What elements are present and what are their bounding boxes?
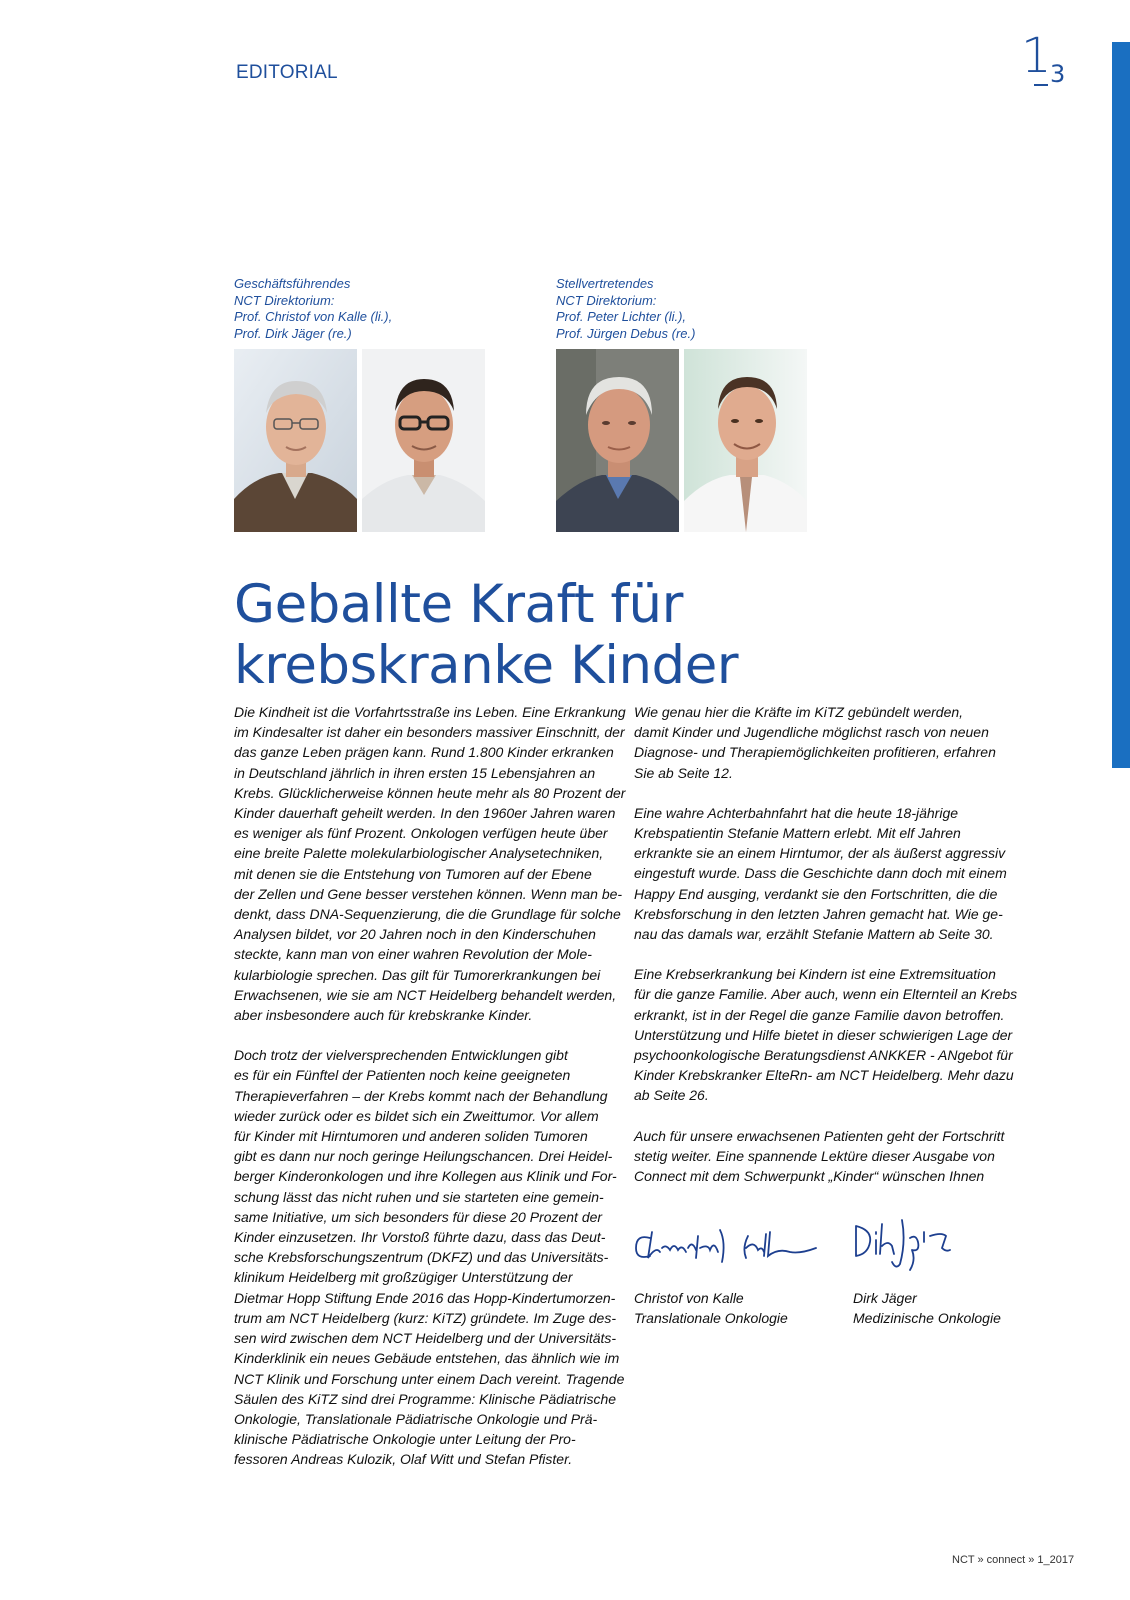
text-line: das ganze Leben prägen kann. Rund 1.800 Kinder erkranken: [234, 744, 614, 761]
text-line: kularbiologie sprechen. Das gilt für Tumorerkrankungen bei: [234, 966, 601, 983]
caption-line: Geschäftsführendes: [234, 276, 351, 291]
text-line: schung lässt das nicht ruhen und sie starteten eine gemein-: [234, 1188, 604, 1205]
text-line: Diagnose- und Therapiemöglichkeiten profitieren, erfahren: [634, 744, 996, 761]
paragraph: [634, 964, 1017, 1105]
text-line: Connect mit dem Schwerpunkt „Kinder“ wünschen Ihnen: [634, 1168, 985, 1185]
text-line: ab Seite 26.: [634, 1087, 709, 1104]
caption-line: Prof. Christof von Kalle (li.),: [234, 309, 393, 324]
headline: [234, 574, 738, 696]
text-line: es für ein Fünftel der Patienten noch keine geeigneten: [234, 1067, 571, 1084]
text-line: für Kinder mit Hirntumoren und anderen soliden Tumoren: [234, 1128, 588, 1145]
text-line: eine breite Palette molekularbiologischer Analysetechniken,: [234, 845, 604, 862]
paragraph: [234, 702, 626, 1025]
text-line: klinikum Heidelberg mit großzügiger Unterstützung der: [234, 1269, 573, 1286]
text-line: same Initiative, um sich besonders für diese 20 Prozent der: [234, 1208, 603, 1225]
text-line: Eine wahre Achterbahnfahrt hat die heute 18-jährige: [634, 804, 959, 821]
portrait-peter-lichter: [556, 349, 679, 532]
text-line: Kinder dauerhaft geheilt werden. In den 1960er Jahren waren: [234, 805, 616, 822]
caption-line: Prof. Jürgen Debus (re.): [556, 325, 696, 341]
text-line: damit Kinder und Jugendliche möglichst rasch von neuen: [634, 724, 989, 741]
portrait-juergen-debus: [684, 349, 807, 532]
text-line: Wie genau hier die Kräfte im KiTZ gebündelt werden,: [634, 704, 964, 720]
text-line: sche Krebsforschungszentrum (DKFZ) und das Universitäts-: [234, 1249, 609, 1266]
text-line: Säulen des KiTZ sind drei Programme: Klinische Pädiatrische: [234, 1390, 617, 1407]
section-label: EDITORIAL: [236, 62, 338, 83]
signatory-title: Medizinische Onkologie: [853, 1310, 1001, 1326]
text-line: Unterstützung und Hilfe bietet in dieser schwierigen Lage der: [634, 1026, 1013, 1043]
page-number: 1: [1021, 28, 1052, 84]
caption-deputy-board: [556, 276, 695, 342]
text-line: im Kindesalter ist daher ein besonders massiver Einschnitt, der: [234, 724, 625, 741]
portrait-dirk-jaeger: [362, 349, 485, 532]
page-number-rule: [1034, 84, 1048, 86]
text-line: sen wird zwischen dem NCT Heidelberg und der Universitäts-: [234, 1330, 617, 1347]
signatory-name: Dirk Jäger: [853, 1290, 917, 1306]
text-line: Onkologie, Translationale Pädiatrische Onkologie und Prä-: [234, 1410, 598, 1427]
text-line: aber insbesondere auch für krebskranke Kinder.: [234, 1007, 533, 1024]
text-line: mit denen sie die Entstehung von Tumoren auf der Ebene: [234, 865, 592, 882]
caption-executive-board: [234, 276, 392, 342]
paragraph: [634, 803, 1017, 944]
text-line: berger Kinderonkologen und ihre Kollegen aus Klinik und For-: [234, 1168, 617, 1185]
text-line: klinische Pädiatrische Onkologie unter Leitung der Pro-: [234, 1431, 576, 1448]
text-line: für die ganze Familie. Aber auch, wenn ein Elternteil an Krebs: [634, 986, 1018, 1003]
text-line: nau das damals war, erzählt Stefanie Mattern ab Seite 30.: [634, 926, 994, 943]
signatory-dirk-jaeger: [853, 1288, 1001, 1328]
text-line: Krebs. Glücklicherweise können heute mehr als 80 Prozent der: [234, 784, 626, 801]
text-line: gibt es dann nur noch geringe Heilungschancen. Drei Heidel-: [234, 1148, 613, 1165]
text-line: erkrankte sie an einem Hirntumor, der als äußerst aggressiv: [634, 845, 1006, 862]
text-line: Happy End ausging, verdankt sie den Fortschritten, die die: [634, 885, 998, 902]
caption-line: Prof. Peter Lichter (li.),: [556, 309, 687, 324]
text-line: denkt, dass DNA-Sequenzierung, die die Grundlage für solche: [234, 906, 621, 923]
signature-dirk-jaeger: [850, 1212, 960, 1274]
text-line: es weniger als fünf Prozent. Onkologen verfügen heute über: [234, 825, 608, 842]
text-line: Eine Krebserkrankung bei Kindern ist eine Extremsituation: [634, 966, 996, 983]
headline-line: krebskranke Kinder: [234, 635, 739, 696]
text-line: trum am NCT Heidelberg (kurz: KiTZ) gründete. Im Zuge des-: [234, 1309, 617, 1326]
text-line: Analysen bildet, vor 20 Jahren noch in den Kinderschuhen: [234, 926, 596, 943]
text-line: Therapieverfahren – der Krebs kommt nach der Behandlung: [234, 1087, 608, 1104]
caption-line: Prof. Dirk Jäger (re.): [234, 325, 352, 341]
text-line: Auch für unsere erwachsenen Patienten geht der Fortschritt: [634, 1127, 1005, 1144]
headline-line: Geballte Kraft für: [234, 574, 683, 635]
footer-issue: NCT » connect » 1_2017: [952, 1554, 1075, 1566]
text-line: Dietmar Hopp Stiftung Ende 2016 das Hopp-Kindertumorzen-: [234, 1289, 616, 1306]
text-line: Sie ab Seite 12.: [634, 764, 733, 781]
text-line: Erwachsenen, wie sie am NCT Heidelberg behandelt werden,: [234, 986, 617, 1003]
text-line: Krebsforschung in den letzten Jahren gemacht hat. Wie ge-: [634, 905, 1003, 922]
text-line: psychoonkologische Beratungsdienst ANKKER - ANgebot für: [634, 1047, 1013, 1064]
signatory-christof-von-kalle: [634, 1288, 788, 1328]
portrait-christof-von-kalle: [234, 349, 357, 532]
side-accent-bar: [1112, 42, 1130, 768]
caption-line: NCT Direktorium:: [234, 292, 335, 308]
text-line: in Deutschland jährlich in ihren ersten 15 Lebensjahren an: [234, 764, 596, 781]
paragraph: [234, 1045, 626, 1469]
text-line: stetig weiter. Eine spannende Lektüre dieser Ausgabe von: [634, 1147, 995, 1164]
signature-christof-von-kalle: [630, 1218, 830, 1268]
caption-line: Stellvertretendes: [556, 276, 654, 291]
page-number-sub: 3: [1050, 60, 1066, 88]
text-line: Die Kindheit ist die Vorfahrtsstraße ins Leben. Eine Erkrankung: [234, 704, 626, 720]
text-line: Doch trotz der vielversprechenden Entwicklungen gibt: [234, 1047, 568, 1064]
signatory-name: Christof von Kalle: [634, 1290, 744, 1306]
text-line: Kinderklinik ein neues Gebäude entstehen, das ähnlich wie im: [234, 1350, 620, 1367]
text-line: erkrankt, ist in der Regel die ganze Familie davon betroffen.: [634, 1006, 1005, 1023]
paragraph: [634, 702, 1017, 783]
body-column-left: [234, 702, 626, 1490]
text-line: Krebspatientin Stefanie Mattern erlebt. Mit elf Jahren: [634, 825, 961, 842]
text-line: steckte, kann man von einer wahren Revolution der Mole-: [234, 946, 592, 963]
text-line: fessoren Andreas Kulozik, Olaf Witt und Stefan Pfister.: [234, 1451, 573, 1468]
text-line: eingestuft wurde. Dass die Geschichte dann doch mit einem: [634, 865, 1007, 882]
body-column-right: [634, 702, 1017, 1206]
text-line: Kinder Krebskranker ElteRn- am NCT Heidelberg. Mehr dazu: [634, 1067, 1014, 1084]
text-line: NCT Klinik und Forschung unter einem Dach vereint. Tragende: [234, 1370, 625, 1387]
text-line: wieder zurück oder es bildet sich ein Zweittumor. Vor allem: [234, 1107, 599, 1124]
text-line: der Zellen und Gene besser verstehen können. Wenn man be-: [234, 885, 623, 902]
text-line: Kinder einzusetzen. Ihr Vorstoß führte dazu, dass das Deut-: [234, 1229, 606, 1246]
paragraph: [634, 1126, 1017, 1187]
caption-line: NCT Direktorium:: [556, 292, 657, 308]
signatory-title: Translationale Onkologie: [634, 1310, 788, 1326]
